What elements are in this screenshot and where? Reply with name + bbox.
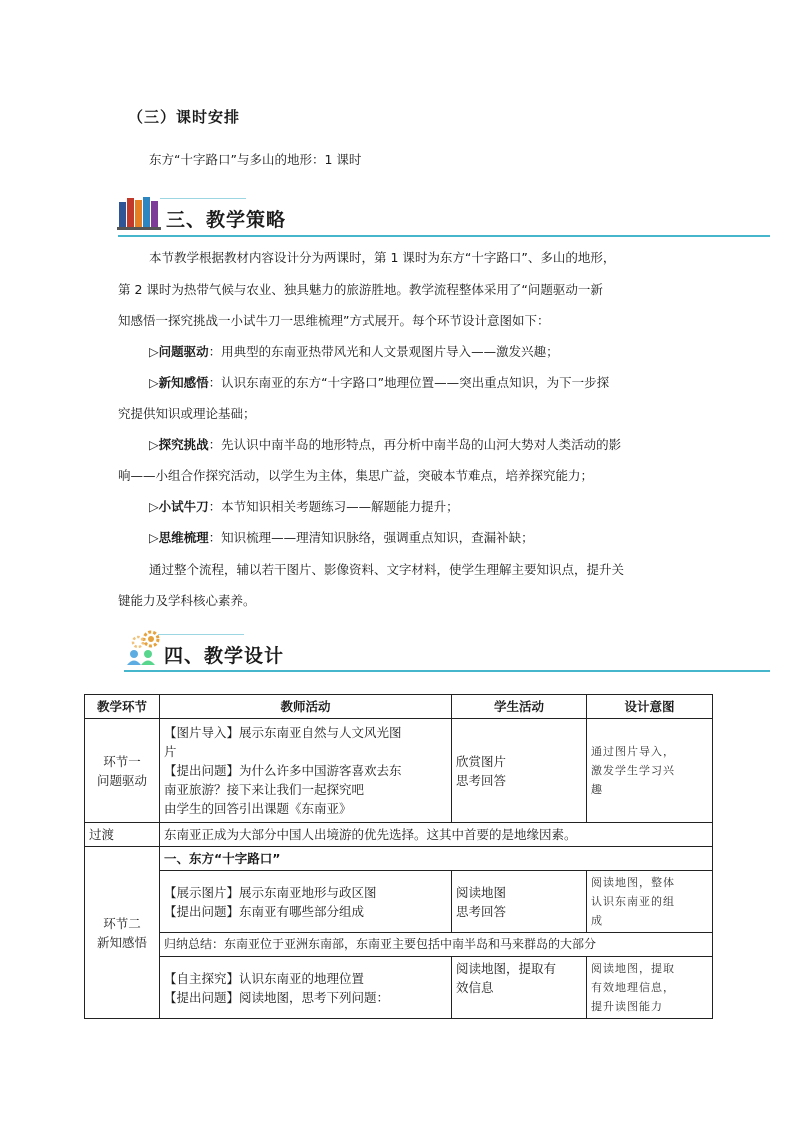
section4-top-rule xyxy=(158,634,244,635)
intent-line: 阅读地图，提取 xyxy=(591,962,675,975)
transition-text: 东南亚正成为大部分中国人出境游的优先选择。这其中首要的是地缘因素。 xyxy=(160,823,713,847)
intent-line: 认识东南亚的组 xyxy=(591,895,675,908)
table-row-transition xyxy=(85,823,713,847)
strategy-line-3: 知感悟一探究挑战一小试牛刀一思维梳理”方式展开。每个环节设计意图如下： xyxy=(118,313,550,328)
intent-line: 趣 xyxy=(591,783,603,796)
student-line: 思考回答 xyxy=(456,772,507,788)
table-row-summary xyxy=(85,933,713,957)
stage-cell xyxy=(85,719,160,823)
intent-line: 阅读地图，整体 xyxy=(591,876,675,889)
bullet-text: ：用典型的东南亚热带风光和人文景观图片导入——激发兴趣； xyxy=(208,344,559,359)
bullet-label: ▷小试牛刀 xyxy=(149,499,209,514)
teacher-line: 南亚旅游？接下来让我们一起探究吧 xyxy=(164,782,365,797)
section3-underline xyxy=(118,235,770,237)
teacher-line: 由学生的回答引出课题《东南亚》 xyxy=(164,801,352,816)
teacher-line: 【图片导入】展示东南亚自然与人文风光图 xyxy=(164,725,402,740)
bullet-text: ：知识梳理——理清知识脉络，强调重点知识，查漏补缺； xyxy=(208,530,534,545)
stage-cell xyxy=(85,847,160,1019)
section3-title: 三、教学策略 xyxy=(166,209,287,231)
student-cell xyxy=(452,719,587,823)
table-row xyxy=(85,719,713,823)
strategy-line-2: 第 2 课时为热带气候与农业、独具魅力的旅游胜地。教学流程整体采用了“问题驱动一新 xyxy=(118,282,603,297)
table-header-row xyxy=(85,695,713,719)
bullet-label: ▷思维梳理 xyxy=(149,530,209,545)
intent-line: 成 xyxy=(591,914,603,927)
table-row xyxy=(85,871,713,933)
intent-line: 激发学生学习兴 xyxy=(591,764,675,777)
teacher-line: 【展示图片】展示东南亚地形与政区图 xyxy=(164,884,377,900)
teacher-line: 【自主探究】认识东南亚的地理位置 xyxy=(164,970,365,986)
strategy-line-1: 本节教学根据教材内容设计分为两课时，第 1 课时为东方“十字路口”、多山的地形， xyxy=(149,250,616,265)
intent-line: 提升读图能力 xyxy=(591,1000,663,1013)
teacher-cell xyxy=(160,871,452,933)
bullet-mind-map xyxy=(149,528,534,548)
bullet-new-knowledge-cont: 究提供知识或理论基础； xyxy=(118,406,256,421)
books-icon xyxy=(117,196,163,230)
section4-title: 四、教学设计 xyxy=(164,645,285,667)
bullet-label: ▷问题驱动 xyxy=(149,344,209,359)
stage-line: 问题驱动 xyxy=(96,772,147,788)
section4-underline xyxy=(124,670,770,672)
teacher-line: 片 xyxy=(164,744,177,759)
intent-line: 有效地理信息， xyxy=(591,981,675,994)
header-intent: 设计意图 xyxy=(587,695,713,719)
schedule-heading: （三）课时安排 xyxy=(128,108,241,126)
student-cell xyxy=(452,957,587,1019)
teacher-cell xyxy=(160,957,452,1019)
bullet-explore-challenge xyxy=(149,435,621,455)
subsection-title: 一、东方“十字路口” xyxy=(160,847,713,871)
header-teacher: 教师活动 xyxy=(160,695,452,719)
student-line: 阅读地图 xyxy=(456,884,507,900)
header-student: 学生活动 xyxy=(452,695,587,719)
bullet-text: ：认识东南亚的东方“十字路口”地理位置——突出重点知识，为下一步探 xyxy=(208,375,610,390)
student-line: 欣赏图片 xyxy=(456,753,507,769)
stage-line: 环节二 xyxy=(103,915,141,931)
student-cell xyxy=(452,871,587,933)
bullet-text: ：先认识中南半岛的地形特点，再分析中南半岛的山河大势对人类活动的影 xyxy=(208,437,622,452)
bullet-text: ：本节知识相关考题练习——解题能力提升； xyxy=(208,499,459,514)
student-line: 效信息 xyxy=(456,980,494,995)
bullet-practice xyxy=(149,497,459,517)
student-line: 思考回答 xyxy=(456,903,507,919)
intent-cell xyxy=(587,871,713,933)
teaching-design-table xyxy=(84,694,713,1019)
table-row-subtitle xyxy=(85,847,713,871)
header-stage: 教学环节 xyxy=(85,695,160,719)
bullet-explore-challenge-cont: 响——小组合作探究活动，以学生为主体，集思广益，突破本节难点，培养探究能力； xyxy=(118,468,594,483)
teacher-line: 【提出问题】东南亚有哪些部分组成 xyxy=(164,903,365,919)
teacher-line: 【提出问题】阅读地图，思考下列问题： xyxy=(164,989,390,1005)
summary-text: 归纳总结：东南亚位于亚洲东南部，东南亚主要包括中南半岛和马来群岛的大部分 xyxy=(160,933,713,957)
schedule-line: 东方“十字路口”与多山的地形：1 课时 xyxy=(149,152,362,167)
stage-line: 环节一 xyxy=(103,753,141,769)
intent-cell xyxy=(587,719,713,823)
student-line: 阅读地图，提取有 xyxy=(456,961,557,976)
bullet-label: ▷新知感悟 xyxy=(149,375,209,390)
intent-line: 通过图片导入， xyxy=(591,745,675,758)
intent-cell xyxy=(587,957,713,1019)
section3-top-rule xyxy=(160,198,246,199)
summary-line-1: 通过整个流程，辅以若干图片、影像资料、文字材料，使学生理解主要知识点，提升关 xyxy=(149,562,625,577)
bullet-problem-driven xyxy=(149,342,559,362)
bullet-label: ▷探究挑战 xyxy=(149,437,209,452)
stage-line: 新知感悟 xyxy=(96,934,147,950)
teacher-cell xyxy=(160,719,452,823)
stage-cell: 过渡 xyxy=(85,823,160,847)
table-row xyxy=(85,957,713,1019)
summary-line-2: 键能力及学科核心素养。 xyxy=(118,593,256,608)
teacher-line: 【提出问题】为什么许多中国游客喜欢去东 xyxy=(164,763,402,778)
bullet-new-knowledge xyxy=(149,373,609,393)
